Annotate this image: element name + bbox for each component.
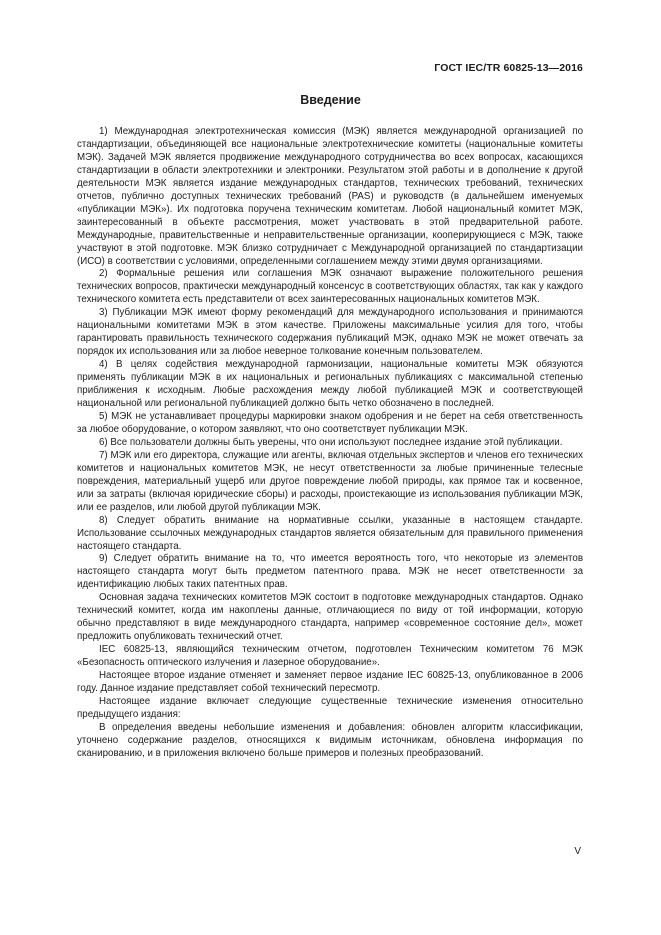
paragraph: 1) Международная электротехническая комиссия (МЭК) является международной организацией по стандартизации, объединяющей все национальные электротехнические комитеты (национальные комитеты МЭК). Задачей МЭК является продвижение международного сотрудничества во всех вопросах, касающихся стандартизации в области электротехники и электроники. Результатом этой работы и в дополнение к другой деятельности МЭК является издание международных стандартов, технических требований, технических отчетов, публично доступных технических требований (PAS) и руководств (в дальнейшем именуемых «публикации МЭК»). Их подготовка поручена техническим комитетам. Любой национальный комитет МЭК, заинтересованный в объекте рассмотрения, может участвовать в этой предварительной работе. Международные, правительственные и неправительственные организации, кооперирующиеся с МЭК, также участвуют в этой подготовке. МЭК близко сотрудничает с Международной организацией по стандартизации (ИСО) в соответствии с условиями, определенными соглашением между этими двумя организациями. [77,126,583,267]
paragraph: В определения введены небольшие изменения и добавления: обновлен алгоритм классификации, уточнено содержание разделов, относящихся к видимым источникам, обновлена информация по сканированию, и в приложения включено больше примеров и полезных преобразований. [77,721,583,759]
page-number: V [574,846,581,857]
paragraph: Настоящее издание включает следующие существенные технические изменения относительно предыдущего издания: [77,695,583,720]
paragraph: 4) В целях содействия международной гармонизации, национальные комитеты МЭК обязуются применять публикации МЭК в их национальных и региональных публикациях с максимальной степенью приближения к исходным. Любые расхождения между любой публикацией МЭК и соответствующей национальной или региональной публикацией должно быть четко обозначено в последней. [77,359,583,410]
paragraph: 5) МЭК не устанавливает процедуры маркировки знаком одобрения и не берет на себя ответственность за любое оборудование, о котором заявляют, что оно соответствует публикации МЭК. [77,410,583,435]
paragraph: 7) МЭК или его директора, служащие или агенты, включая отдельных экспертов и членов его технических комитетов и национальных комитетов МЭК, не несут ответственности за любые причиненные телесные повреждения, материальный ущерб или другое повреждение любой природы, как прямое так и косвенное, или за затраты (включая юридические сборы) и расходы, проистекающие из использования публикации МЭК, или ее разделов, или любой другой публикации МЭК. [77,449,583,513]
paragraph: IEC 60825-13, являющийся техническим отчетом, подготовлен Техническим комитетом 76 МЭК «Безопасность оптического излучения и лазерное оборудование». [77,644,583,669]
paragraph: Настоящее второе издание отменяет и заменяет первое издание IEC 60825-13, опубликованное в 2006 году. Данное издание представляет собой технический пересмотр. [77,670,583,694]
paragraph: 8) Следует обратить внимание на нормативные ссылки, указанные в настоящем стандарте. Использование ссылочных международных стандартов является обязательным для правильного применения настоящего стандарта. [77,514,583,552]
paragraph: 9) Следует обратить внимание на то, что имеется вероятность того, что некоторые из элементов настоящего стандарта могут быть предметом патентного права. МЭК не несет ответственности за идентификацию любых таких патентных прав. [77,553,583,591]
introduction-body [77,126,583,761]
paragraph: Основная задача технических комитетов МЭК состоит в подготовке международных стандартов. Однако технический комитет, когда им накоплены данные, отличающиеся по виду от той информации, которую обычно представляют в виде международного стандарта, например «современное состояние дел», может предложить опубликовать технический отчет. [77,592,583,643]
standard-designation: ГОСТ IEC/TR 60825-13—2016 [434,62,583,74]
paragraph: 6) Все пользователи должны быть уверены, что они используют последнее издание этой публикации. [99,436,563,448]
section-title: Введение [300,93,361,107]
paragraph: 2) Формальные решения или соглашения МЭК означают выражение положительного решения технических вопросов, практически международный консенсус в соответствующих областях, так как у каждого технического комитета есть представители от всех заинтересованных национальных комитетов МЭК. [77,268,583,306]
paragraph: 3) Публикации МЭК имеют форму рекомендаций для международного использования и принимаются национальными комитетами МЭК в этом качестве. Приложены максимальные усилия для того, чтобы гарантировать правильность технического содержания публикаций МЭК, однако МЭК не может отвечать за порядок их использования или за любое неверное толкование конечным пользователем. [77,307,583,358]
